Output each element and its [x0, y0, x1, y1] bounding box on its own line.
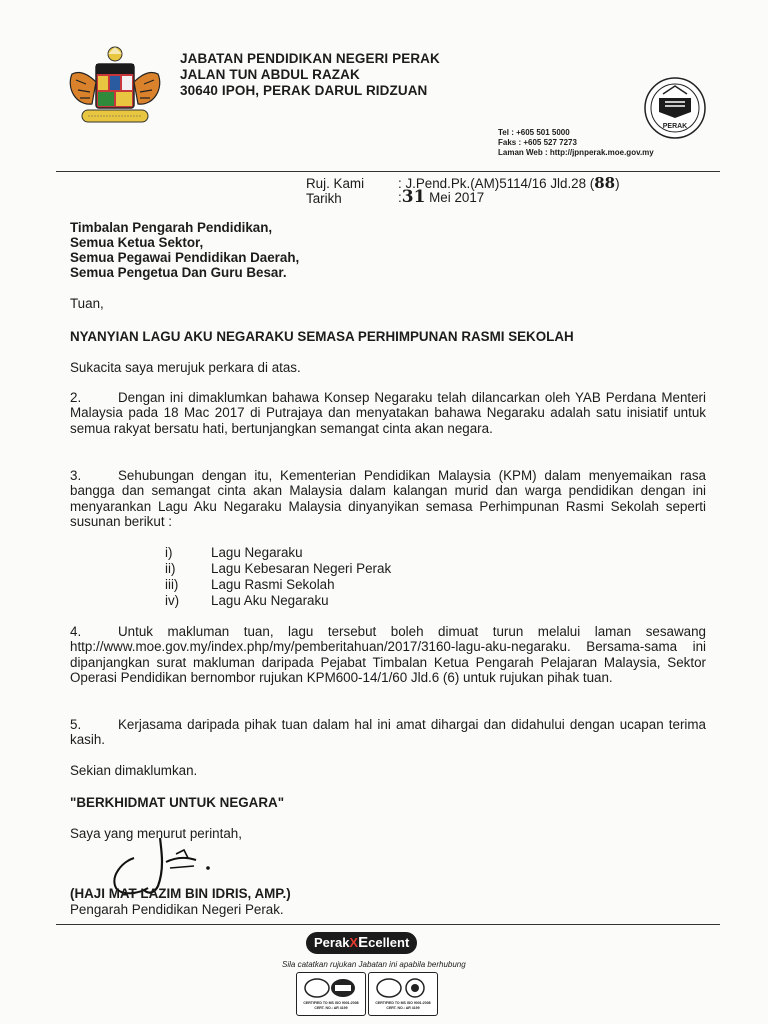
list-number: ii)	[165, 561, 176, 576]
cert-text: CERTIFIED TO MS ISO 9001:2008	[303, 1001, 359, 1005]
cert-text: CERTIFIED TO MS ISO 9001:2008	[375, 1001, 431, 1005]
sirim-icon	[299, 975, 363, 1001]
list-item	[165, 545, 303, 561]
footer-divider	[56, 924, 720, 925]
date-label: Tarikh	[306, 191, 342, 206]
list-number: iii)	[165, 577, 179, 592]
paragraph-2-text: Dengan ini dimaklumkan bahawa Konsep Negaraku telah dilancarkan oleh YAB Perdana Menteri Malaysia pada 18 Mac 2017 di Putrajaya dan menyatakan bahawa Negaraku adalah satu inisiatif untuk semua rakyat bersatu hati, bertunjangkan semangat cinta akan negara.	[70, 390, 706, 436]
iso-certification-badge	[296, 972, 366, 1016]
date-colon: :	[398, 190, 402, 205]
ref-close: )	[615, 176, 620, 191]
motto: "BERKHIDMAT UNTUK NEGARA"	[70, 795, 285, 810]
footer-note: Sila catatkan rujukan Jabatan ini apabila berhubung	[282, 960, 466, 969]
closing: Sekian dimaklumkan.	[70, 763, 198, 778]
ref-handwritten-number: 88	[594, 174, 616, 192]
recipient-1: Timbalan Pengarah Pendidikan,	[70, 220, 273, 235]
logo-perak-text: PERAK	[662, 123, 688, 130]
list-text: Lagu Aku Negaraku	[211, 593, 329, 608]
list-text: Lagu Kebesaran Negeri Perak	[211, 561, 392, 576]
paragraph-5-text: Kerjasama daripada pihak tuan dalam hal ini amat dihargai dan didahului dengan ucapan terima kasih.	[70, 717, 706, 748]
list-item	[165, 593, 329, 609]
recipient-2: Semua Ketua Sektor,	[70, 235, 204, 250]
cert-number: CERT. NO.: AR 4199	[386, 1006, 420, 1010]
list-number: i)	[165, 545, 173, 560]
iso-certification-badge	[368, 972, 438, 1016]
address-city: 30640 IPOH, PERAK DARUL RIDZUAN	[180, 83, 428, 98]
paragraph-3	[70, 468, 706, 530]
paragraph-3-number: 3.	[70, 468, 82, 483]
paragraph-2	[70, 390, 706, 436]
signatory-name: (HAJI MAT LAZIM BIN IDRIS, AMP.)	[70, 886, 291, 901]
order-line: Saya yang menurut perintah,	[70, 826, 242, 841]
paragraph-3-text: Sehubungan dengan itu, Kementerian Pendidikan Malaysia (KPM) dalam menyemaikan rasa bangga dan semangat cinta akan Malaysia dalam kalangan murid dan warga pendidikan dengan ini menyarankan Lagu Aku Negaraku Malaysia dinyanyikan semasa Perhimpunan Rasmi Sekolah seperti susunan berikut :	[70, 468, 706, 530]
recipient-4: Semua Pengetua Dan Guru Besar.	[70, 265, 287, 280]
list-text: Lagu Rasmi Sekolah	[211, 577, 335, 592]
subject: NYANYIAN LAGU AKU NEGARAKU SEMASA PERHIMPUNAN RASMI SEKOLAH	[70, 329, 574, 344]
brand-x: X	[349, 935, 359, 950]
ref-number: : J.Pend.Pk.(AM)5114/16 Jld.28 (	[398, 176, 595, 191]
date-value	[398, 187, 485, 207]
list-item	[165, 561, 391, 577]
list-number: iv)	[165, 593, 180, 608]
paragraph-2-number: 2.	[70, 390, 82, 405]
address-street: JALAN TUN ABDUL RAZAK	[180, 67, 360, 82]
recipient-3: Semua Pegawai Pendidikan Daerah,	[70, 250, 300, 265]
fax: Faks : +605 527 7273	[498, 138, 577, 147]
perak-excellent-logo	[306, 932, 417, 954]
header-divider	[56, 171, 720, 172]
paragraph-4-number: 4.	[70, 624, 82, 639]
department-name: JABATAN PENDIDIKAN NEGERI PERAK	[180, 51, 440, 66]
list-item	[165, 577, 335, 593]
list-text: Lagu Negaraku	[211, 545, 303, 560]
brand-suffix: cellent	[368, 935, 410, 950]
signatory-title: Pengarah Pendidikan Negeri Perak.	[70, 902, 284, 917]
telephone: Tel : +605 501 5000	[498, 128, 570, 137]
date-handwritten-day: 31	[401, 187, 426, 207]
salutation: Tuan,	[70, 296, 104, 311]
brand-e: E	[358, 934, 369, 951]
website: Laman Web : http://jpnperak.moe.gov.my	[498, 148, 654, 157]
ref-label: Ruj. Kami	[306, 176, 365, 191]
paragraph-5-number: 5.	[70, 717, 82, 732]
paragraph-4-text: Untuk makluman tuan, lagu tersebut boleh dimuat turun melalui laman sesawang http://www.moe.gov.my/index.php/my/pemberitahuan/2017/3160-lagu-aku-negaraku. Bersama-sama ini dipanjangkan surat makluman daripada Pejabat Timbalan Ketua Pengarah Pelajaran Malaysia, Sektor Operasi Pendidikan bernombor rujukan KPM600-14/1/60 Jld.6 (6) untuk rujukan pihak tuan.	[70, 624, 706, 686]
iqnet-icon	[371, 975, 435, 1001]
paragraph-5	[70, 717, 706, 748]
date-month-year: Mei 2017	[429, 190, 485, 205]
intro-paragraph: Sukacita saya merujuk perkara di atas.	[70, 360, 301, 375]
cert-number: CERT. NO.: AR 4199	[314, 1006, 348, 1010]
jpn-perak-logo	[641, 76, 709, 140]
brand-prefix: Perak	[314, 935, 350, 950]
coat-of-arms-logo	[62, 44, 168, 130]
paragraph-4	[70, 624, 706, 686]
